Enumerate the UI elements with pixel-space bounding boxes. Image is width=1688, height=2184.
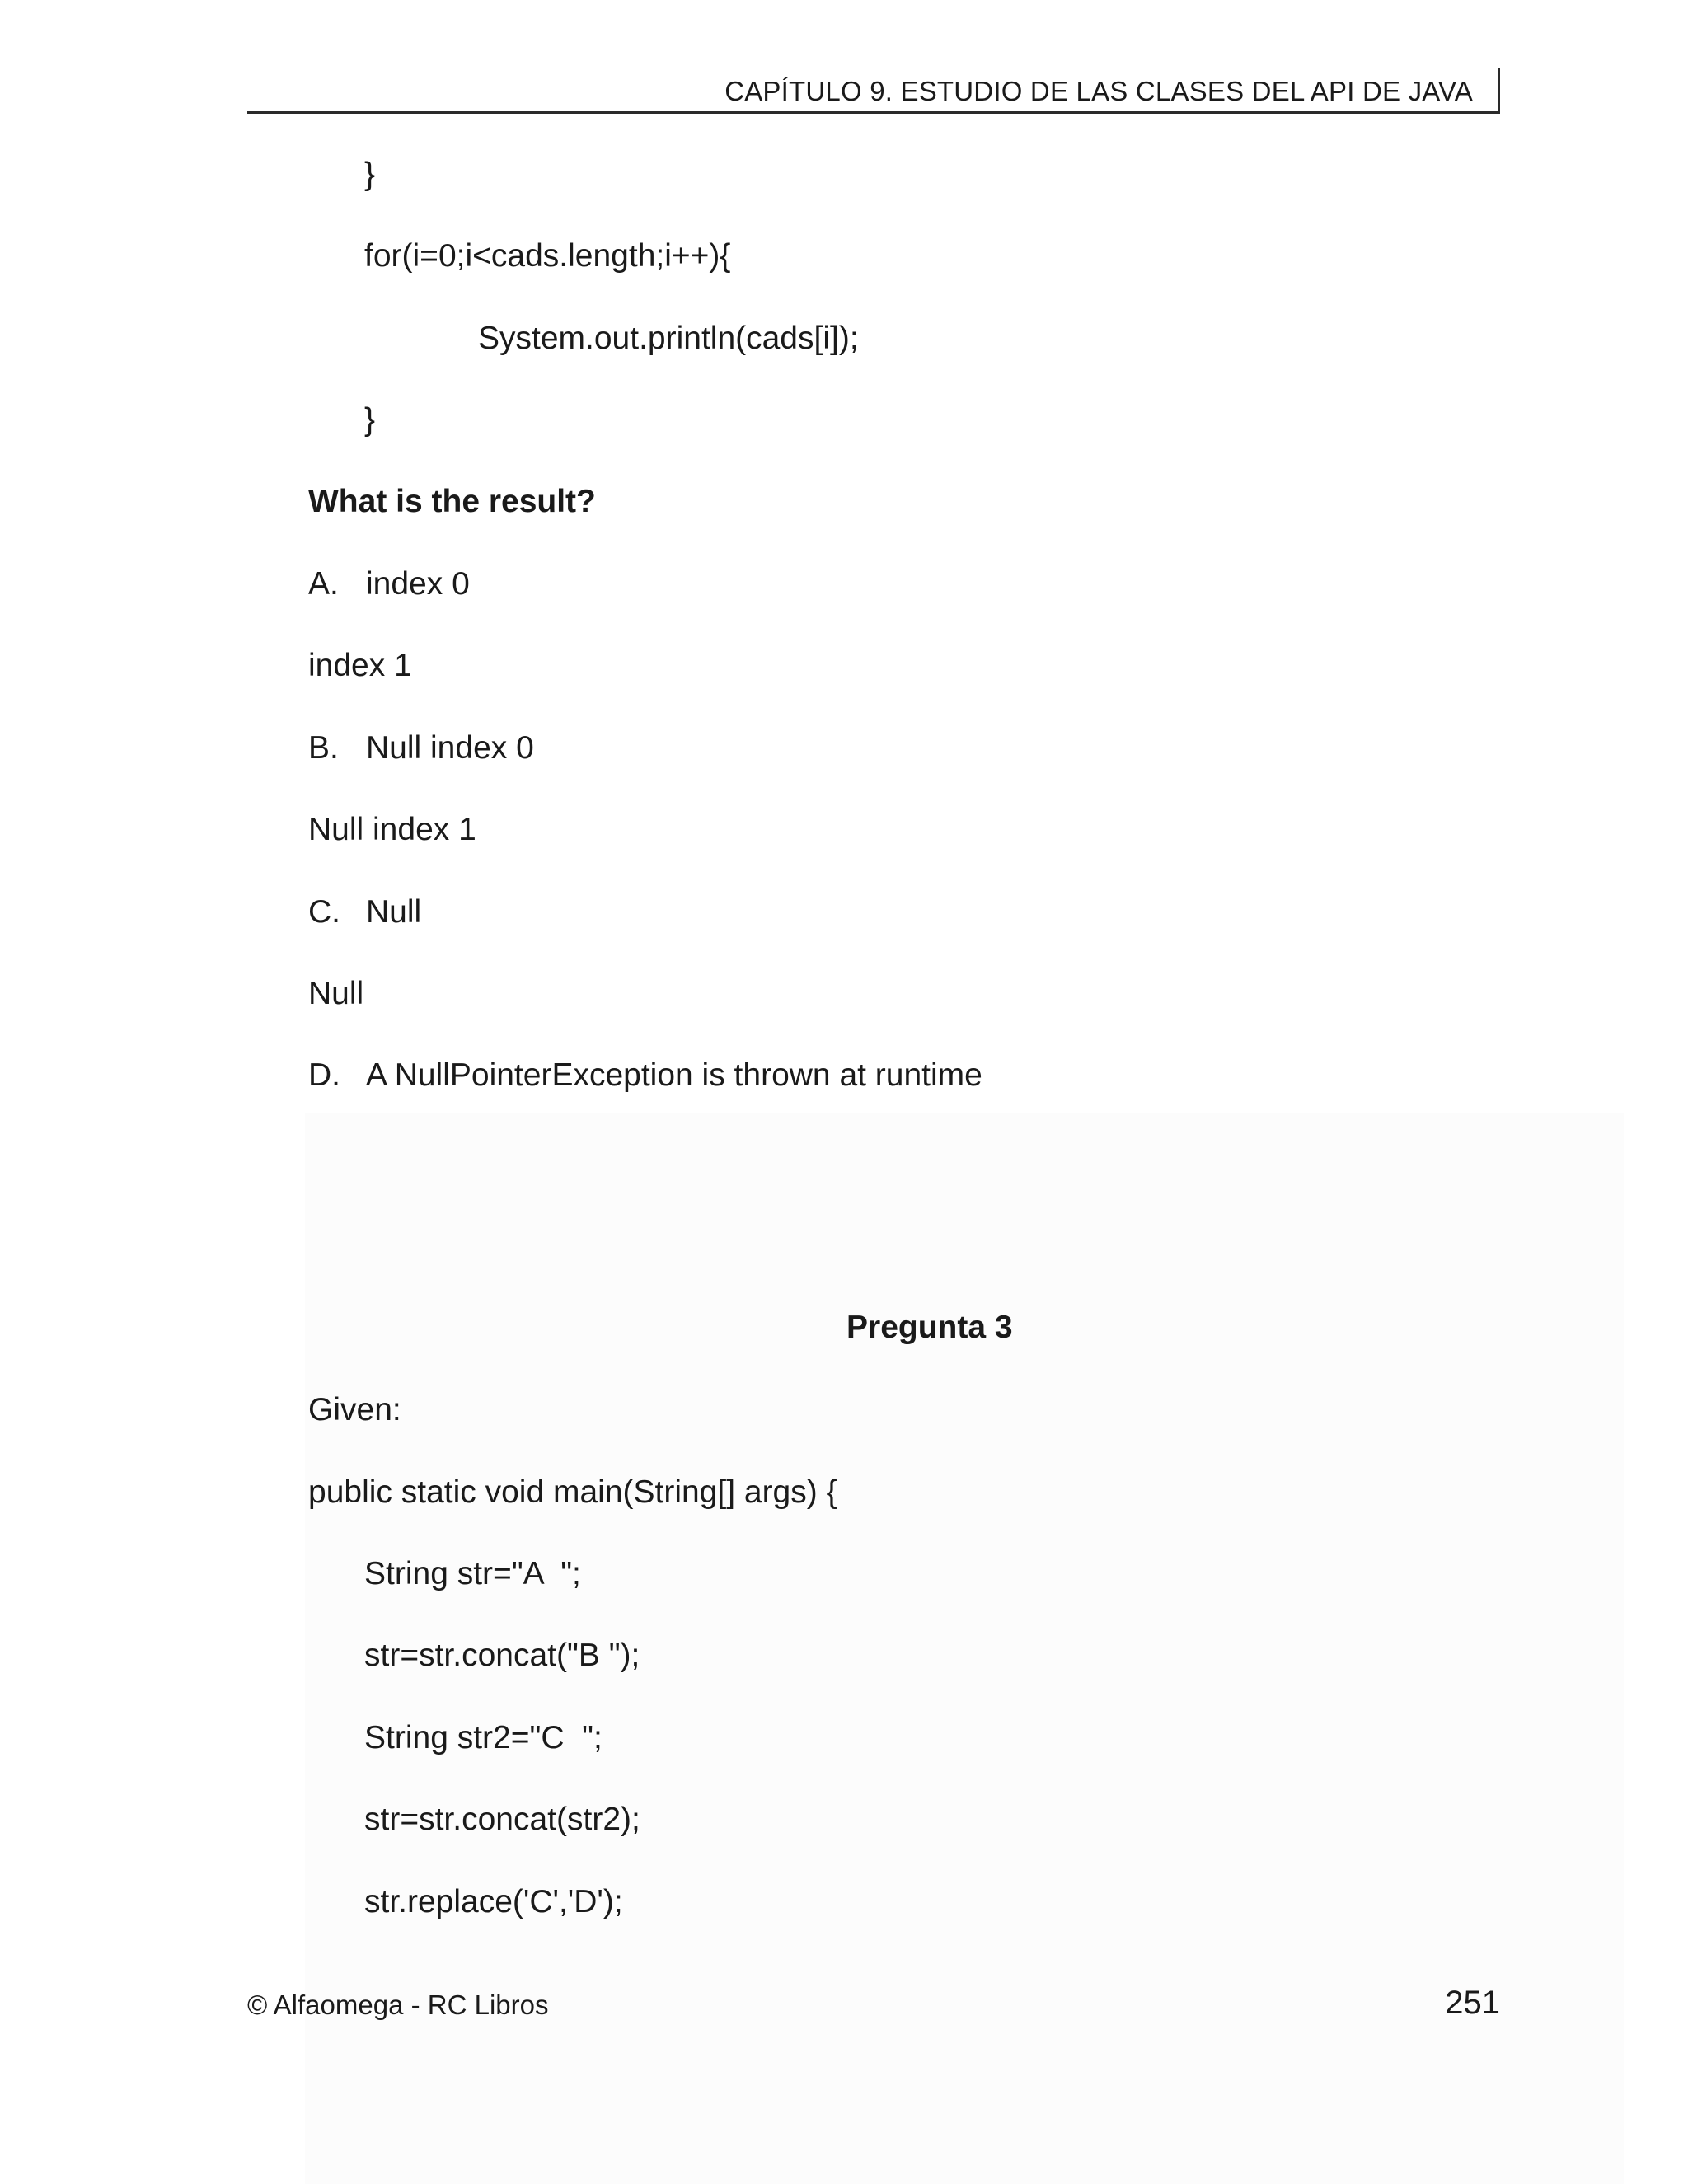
- code-line-concat-b: str=str.concat("B ");: [364, 1638, 640, 1673]
- code-line-str2-decl: String str2="C ";: [364, 1720, 603, 1755]
- option-a-text: index 0: [366, 566, 470, 602]
- option-b-text: Null index 0: [366, 730, 534, 766]
- code-line-closing-brace-2: }: [364, 402, 376, 438]
- option-a-continuation: index 1: [308, 648, 412, 683]
- running-header: [247, 68, 1500, 114]
- chapter-title: CAPÍTULO 9. ESTUDIO DE LAS CLASES DEL API DE JAVA: [724, 76, 1473, 106]
- option-d: [308, 1056, 982, 1095]
- option-c-letter: C.: [308, 894, 340, 930]
- code-line-concat-str2: str=str.concat(str2);: [364, 1802, 640, 1837]
- option-a: [308, 565, 470, 604]
- option-b-continuation: Null index 1: [308, 812, 476, 847]
- page-number: 251: [1445, 1985, 1500, 2021]
- code-line-str-decl: String str="A ";: [364, 1556, 581, 1591]
- question-heading: What is the result?: [308, 484, 596, 519]
- code-line-replace: str.replace('C','D');: [364, 1884, 623, 1919]
- code-line-main-signature: public static void main(String[] args) {: [308, 1474, 837, 1510]
- option-a-letter: A.: [308, 566, 339, 602]
- option-c-text: Null: [366, 894, 422, 930]
- option-d-letter: D.: [308, 1057, 340, 1093]
- option-b: [308, 729, 534, 768]
- given-label: Given:: [308, 1392, 401, 1427]
- option-c: [308, 893, 421, 932]
- option-b-letter: B.: [308, 730, 339, 766]
- option-c-continuation: Null: [308, 976, 364, 1011]
- option-d-text: A NullPointerException is thrown at runtime: [366, 1057, 982, 1093]
- code-line-closing-brace: }: [364, 157, 376, 192]
- footer-copyright: © Alfaomega - RC Libros: [247, 1990, 549, 2020]
- code-line-for-loop: for(i=0;i<cads.length;i++){: [364, 238, 731, 274]
- code-line-println: System.out.println(cads[i]);: [478, 321, 859, 356]
- section-title: Pregunta 3: [846, 1310, 1013, 1345]
